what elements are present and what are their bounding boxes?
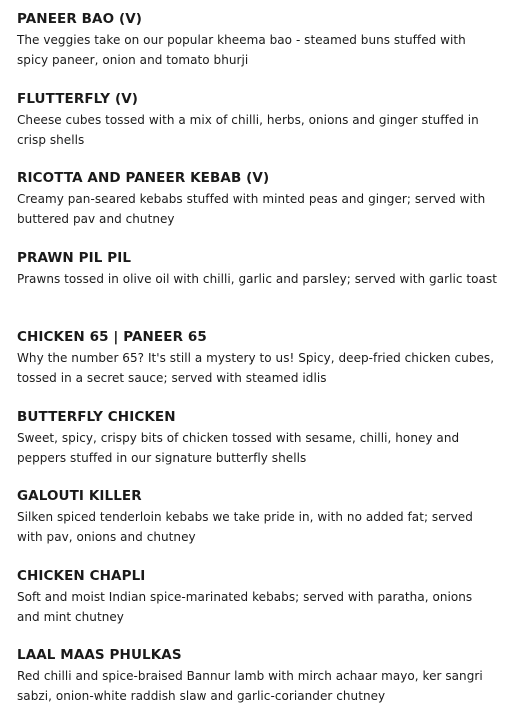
menu-item [17,10,497,90]
menu-item [17,408,497,488]
menu-item-description: Red chilli and spice-braised Bannur lamb with mirch achaar mayo, ker sangri sabzi, onion-white raddish slaw and garlic-coriander chutney [17,669,483,703]
menu-item [17,90,497,170]
menu-item-name: PANEER BAO (V) [17,11,143,27]
menu-item [17,169,497,249]
menu-item [17,487,497,567]
menu-item-description: Creamy pan-seared kebabs stuffed with minted peas and ginger; served with buttered pav and chutney [17,192,486,226]
menu-item-description: Cheese cubes tossed with a mix of chilli, herbs, onions and ginger stuffed in crisp shells [17,112,479,147]
menu-item-name: CHICKEN 65 | PANEER 65 [17,329,207,345]
menu-item-description: Why the number 65? It's still a mystery to us! Spicy, deep-fried chicken cubes, tossed in a secret sauce; served with steamed idlis [17,351,495,385]
menu-item-name: LAAL MAAS PHULKAS [17,647,182,663]
menu-item-name: PRAWN PIL PIL [17,249,132,266]
menu-item-name: GALOUTI KILLER [17,488,142,504]
menu-item-description: Sweet, spicy, crispy bits of chicken tossed with sesame, chilli, honey and peppers stuffed in our signature butterfly shells [17,430,460,465]
menu-item [17,646,497,726]
menu-item-name: CHICKEN CHAPLI [17,567,146,584]
menu-item-name: RICOTTA AND PANEER KEBAB (V) [17,170,270,186]
menu-item-description: Silken spiced tenderloin kebabs we take pride in, with no added fat; served with pav, onions and chutney [17,510,473,544]
menu-item-description: Prawns tossed in olive oil with chilli, garlic and parsley; served with garlic toast [17,271,497,286]
menu-item [17,567,497,647]
menu-item-name: BUTTERFLY CHICKEN [17,408,176,425]
menu-item-description: The veggies take on our popular kheema bao - steamed buns stuffed with spicy paneer, onion and tomato bhurji [17,33,466,67]
menu-list [17,10,497,726]
menu-item-name: FLUTTERFLY (V) [17,90,139,107]
menu-item-description: Soft and moist Indian spice-marinated kebabs; served with paratha, onions and mint chutney [17,589,473,624]
menu-item [17,249,497,329]
menu-item [17,328,497,408]
